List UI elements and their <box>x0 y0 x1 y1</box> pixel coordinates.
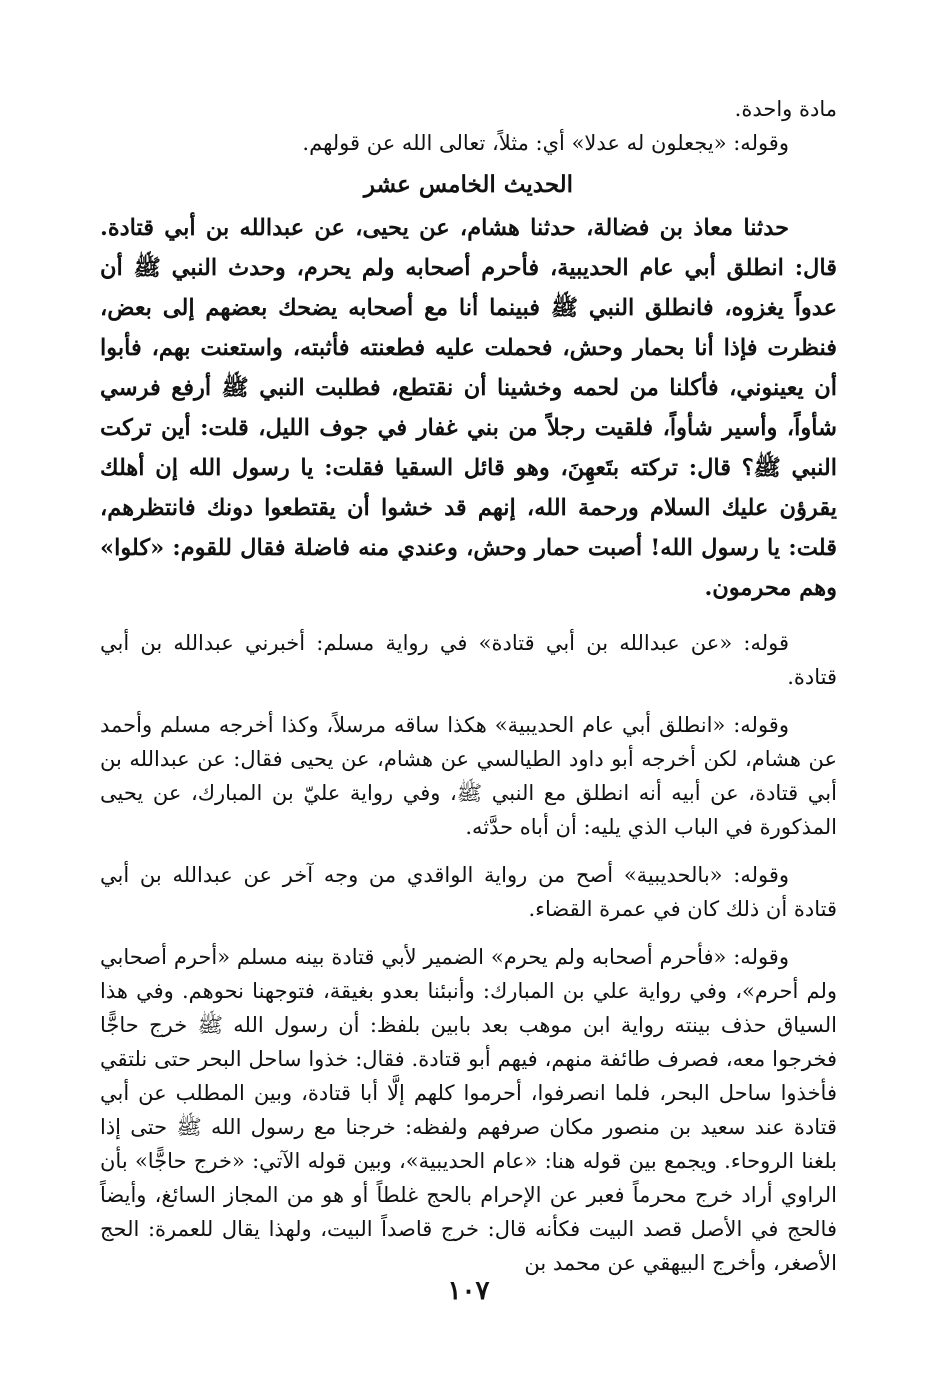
page-number: ١٠٧ <box>447 1276 490 1306</box>
commentary-paragraph: وقوله: «بالحديبية» أصح من رواية الواقدي من وجه آخر عن عبدالله بن أبي قتادة أن ذلك كان في عمرة القضاء. <box>100 863 837 921</box>
paragraph-continuation: مادة واحدة. <box>734 97 837 121</box>
hadith-text: حدثنا معاذ بن فضالة، حدثنا هشام، عن يحيى، عن عبدالله بن أبي قتادة. قال: انطلق أبي عام الحديبية، فأحرم أصحابه ولم يحرم، وحدث النبي ﷺ أن عدواً يغزوه، فانطلق النبي ﷺ فبينما أنا مع أصحابه يضحك بعضهم إلى بعض، فنظرت فإذا أنا بحمار وحش، فحملت عليه فطعنته فأثبته، واستعنت بهم، فأبوا أن يعينوني، فأكلنا من لحمه وخشينا أن نقتطع، فطلبت النبي ﷺ أرفع فرسي شأواً، وأسير شأواً، فلقيت رجلاً من بني غفار في جوف الليل، قلت: أين تركت النبي ﷺ؟ قال: تركته بتَعهِنَ، وهو قائل السقيا فقلت: يا رسول الله إن أهلك يقرؤن عليك السلام ورحمة الله، إنهم قد خشوا أن يقتطعوا دونك فانتظرهم، قلت: يا رسول الله! أصبت حمار وحش، وعندي منه فاضلة فقال للقوم: «كلوا» وهم محرمون. <box>100 215 837 601</box>
page-body <box>100 92 837 1280</box>
paragraph-commentary-intro: وقوله: «يجعلون له عدلا» أي: مثلاً، تعالى الله عن قولهم. <box>302 131 789 155</box>
commentary-paragraph: قوله: «عن عبدالله بن أبي قتادة» في رواية مسلم: أخبرني عبدالله بن أبي قتادة. <box>100 631 837 689</box>
commentary-paragraph: وقوله: «انطلق أبي عام الحديبية» هكذا ساقه مرسلاً، وكذا أخرجه مسلم وأحمد عن هشام، لكن أخرجه أبو داود الطيالسي عن هشام، عن يحيى فقال: عن عبدالله بن أبي قتادة، عن أبيه أنه انطلق مع النبي ﷺ، وفي رواية عليّ بن المبارك، عن يحيى المذكورة في الباب الذي يليه: أن أباه حدَّثه. <box>100 713 837 839</box>
commentary-paragraph: وقوله: «فأحرم أصحابه ولم يحرم» الضمير لأبي قتادة بينه مسلم «أحرم أصحابي ولم أحرم»، وفي رواية علي بن المبارك: وأنبئنا بعدو بغيقة، فتوجهنا نحوهم. وفي هذا السياق حذف بينته رواية ابن موهب بعد بابين بلفظ: أن رسول الله ﷺ خرج حاجًّا فخرجوا معه، فصرف طائفة منهم، فيهم أبو قتادة. فقال: خذوا ساحل البحر حتى نلتقي فأخذوا ساحل البحر، فلما انصرفوا، أحرموا كلهم إلَّا أبا قتادة، وبين المطلب عن أبي قتادة عند سعيد بن منصور مكان صرفهم ولفظه: خرجنا مع رسول الله ﷺ حتى إذا بلغنا الروحاء. ويجمع بين قوله هنا: «عام الحديبية»، وبين قوله الآتي: «خرج حاجًّا» بأن الراوي أراد خرج محرماً فعبر عن الإحرام بالحج غلطاً أو هو من المجاز السائغ، وأيضاً فالحج في الأصل قصد البيت فكأنه قال: خرج قاصداً البيت، ولهذا يقال للعمرة: الحج الأصغر، وأخرج البيهقي عن محمد بن <box>100 945 837 1275</box>
section-heading: الحديث الخامس عشر <box>363 171 574 198</box>
